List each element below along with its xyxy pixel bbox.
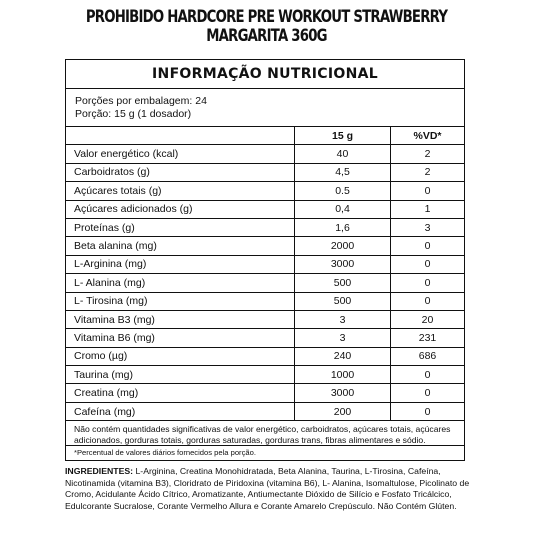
- nutrient-vd: 1: [391, 200, 465, 218]
- column-header-portion: 15 g: [295, 127, 391, 145]
- nutrient-vd: 2: [391, 163, 465, 181]
- panel-heading: INFORMAÇÃO NUTRICIONAL: [66, 60, 464, 89]
- nutrient-quantity: 3: [295, 329, 391, 347]
- table-row: [66, 145, 464, 163]
- nutrient-quantity: 40: [295, 145, 391, 163]
- table-row: [66, 310, 464, 328]
- nutrient-vd: 0: [391, 255, 465, 273]
- product-title: [59, 8, 475, 46]
- nutrient-quantity: 240: [295, 347, 391, 365]
- nutrient-quantity: 0,4: [295, 200, 391, 218]
- nutrient-quantity: 4,5: [295, 163, 391, 181]
- table-row: [66, 218, 464, 236]
- product-title-line-1: PROHIBIDO HARDCORE PRE WORKOUT STRAWBERRY: [85, 7, 448, 27]
- nutrient-name: Açúcares adicionados (g): [66, 200, 295, 218]
- nutrient-vd: 231: [391, 329, 465, 347]
- nutrient-quantity: 3000: [295, 255, 391, 273]
- ingredients-text: [65, 466, 475, 512]
- nutrient-vd: 0: [391, 237, 465, 255]
- nutrient-vd: 20: [391, 310, 465, 328]
- table-row: [66, 347, 464, 365]
- ingredients-list: L-Arginina, Creatina Monohidratada, Beta Alanina, Taurina, L-Tirosina, Cafeína, Nicotinamida (vitamina B3), Cloridrato de Piridoxina (vitamina B6), L- Alanina, Isomaltulose, Picolinato de Cromo, Acidulante Ácido Cítrico, Aromatizante, Antiumectante Dióxido de Silício e Fosfato Tricálcico, Edulcorante Sucralose, Corante Vermelho Allura e Corante Amarelo Crepúsculo. Não Contém Glúten.: [65, 466, 470, 511]
- nutrient-name: Cafeína (mg): [66, 402, 295, 420]
- table-row: [66, 237, 464, 255]
- nutrient-quantity: 1,6: [295, 218, 391, 236]
- nutrient-name: Beta alanina (mg): [66, 237, 295, 255]
- table-row: [66, 182, 464, 200]
- nutrient-name: Taurina (mg): [66, 366, 295, 384]
- nutrition-table: [66, 127, 464, 421]
- table-row: [66, 200, 464, 218]
- nutrient-name: L- Alanina (mg): [66, 274, 295, 292]
- nutrient-quantity: 3000: [295, 384, 391, 402]
- table-row: [66, 255, 464, 273]
- product-title-line-2: MARGARITA 360G: [206, 26, 327, 46]
- table-row: [66, 163, 464, 181]
- table-row: [66, 384, 464, 402]
- table-row: [66, 329, 464, 347]
- nutrient-quantity: 500: [295, 274, 391, 292]
- panel-footnote: *Percentual de valores diários fornecidos pela porção.: [66, 445, 464, 460]
- nutrient-name: Creatina (mg): [66, 384, 295, 402]
- nutrient-vd: 0: [391, 292, 465, 310]
- nutrient-quantity: 200: [295, 402, 391, 420]
- column-header-vd: %VD*: [391, 127, 465, 145]
- nutrient-vd: 0: [391, 274, 465, 292]
- nutrient-name: Valor energético (kcal): [66, 145, 295, 163]
- panel-note: Não contém quantidades significativas de valor energético, carboidratos, açúcares totais, açúcares adicionados, gorduras totais, gorduras saturadas, gorduras trans, fibras alimentares e sódio.: [74, 424, 451, 446]
- table-header-row: [66, 127, 464, 145]
- nutrient-vd: 0: [391, 384, 465, 402]
- nutrient-vd: 3: [391, 218, 465, 236]
- table-row: [66, 402, 464, 420]
- nutrient-name: Carboidratos (g): [66, 163, 295, 181]
- nutrient-vd: 686: [391, 347, 465, 365]
- table-row: [66, 366, 464, 384]
- nutrient-vd: 0: [391, 402, 465, 420]
- nutrient-quantity: 1000: [295, 366, 391, 384]
- nutrient-name: Açúcares totais (g): [66, 182, 295, 200]
- nutrient-quantity: 500: [295, 292, 391, 310]
- nutrient-vd: 2: [391, 145, 465, 163]
- nutrient-name: Vitamina B3 (mg): [66, 310, 295, 328]
- nutrient-name: L- Tirosina (mg): [66, 292, 295, 310]
- portions-per-pack: Porções por embalagem: 24: [75, 95, 207, 107]
- table-row: [66, 274, 464, 292]
- nutrition-facts-panel: [65, 59, 465, 461]
- nutrient-quantity: 0.5: [295, 182, 391, 200]
- portions-info: [66, 89, 464, 127]
- nutrient-quantity: 2000: [295, 237, 391, 255]
- nutrient-quantity: 3: [295, 310, 391, 328]
- column-header-nutrient: [66, 127, 295, 145]
- nutrient-name: Proteínas (g): [66, 218, 295, 236]
- nutrient-vd: 0: [391, 182, 465, 200]
- nutrient-name: L-Arginina (mg): [66, 255, 295, 273]
- portion-size: Porção: 15 g (1 dosador): [75, 108, 192, 120]
- nutrient-name: Vitamina B6 (mg): [66, 329, 295, 347]
- nutrition-table-body: [66, 145, 464, 421]
- nutrient-vd: 0: [391, 366, 465, 384]
- table-row: [66, 292, 464, 310]
- ingredients-label: INGREDIENTES:: [65, 466, 134, 476]
- nutrient-name: Cromo (µg): [66, 347, 295, 365]
